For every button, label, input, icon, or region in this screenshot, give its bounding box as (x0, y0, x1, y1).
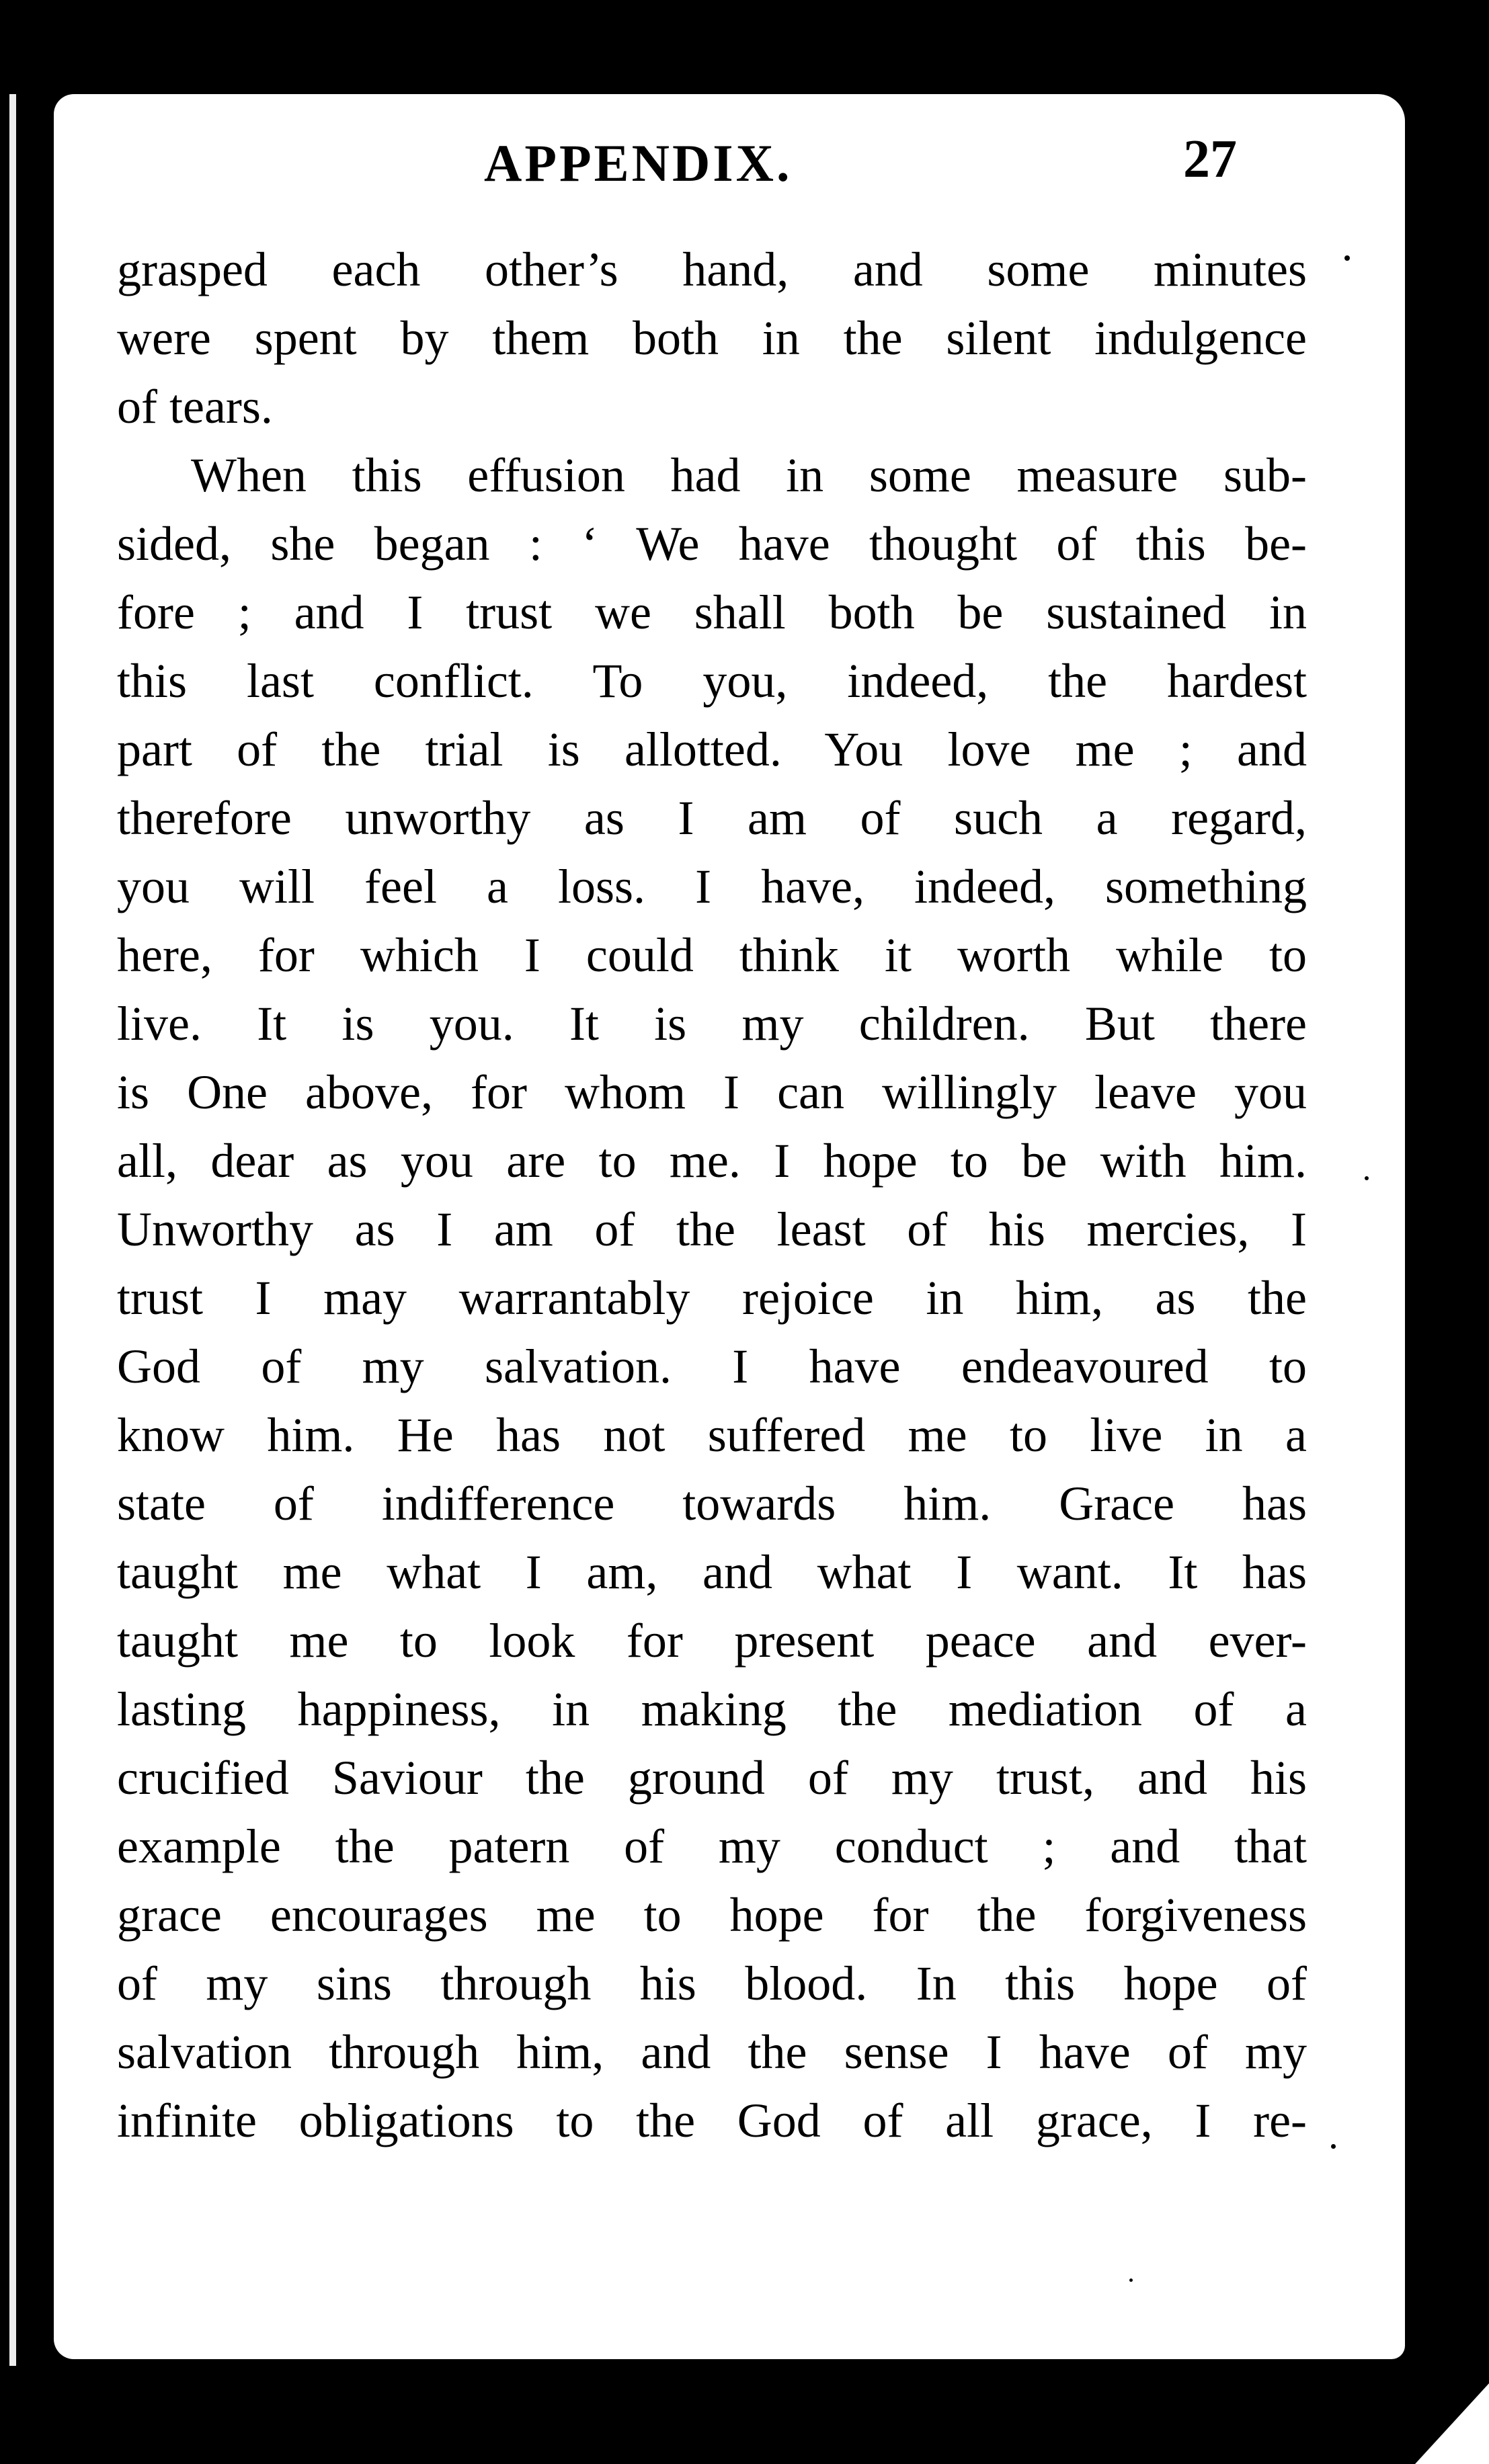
page-number: 27 (1183, 130, 1237, 189)
text-line: sided, she began : ‘ We have thought of this be- (117, 517, 1307, 571)
text-line: is One above, for whom I can willingly leave you (117, 1065, 1307, 1119)
text-line: were spent by them both in the silent indulgence (117, 311, 1307, 365)
text-line: lasting happiness, in making the mediation of a (117, 1682, 1307, 1736)
ink-speck (1344, 255, 1350, 261)
text-line: trust I may warrantably rejoice in him, as the (117, 1271, 1307, 1325)
running-head: APPENDIX. (484, 134, 793, 192)
text-line: taught me to look for present peace and ever- (117, 1614, 1307, 1668)
text-line: live. It is you. It is my children. But there (117, 997, 1307, 1051)
ink-speck (1365, 1176, 1369, 1180)
text-line: state of indifference towards him. Grace has (117, 1477, 1307, 1530)
text-line: grasped each other’s hand, and some minutes (117, 243, 1307, 296)
text-line: God of my salvation. I have endeavoured to (117, 1340, 1307, 1393)
book-page (54, 94, 1405, 2359)
text-line: know him. He has not suffered me to live in a (117, 1408, 1307, 1462)
body-text (117, 235, 1307, 2155)
page-corner (1415, 2383, 1489, 2464)
text-line: When this effusion had in some measure sub- (191, 448, 1307, 502)
text-line: crucified Saviour the ground of my trust, and his (117, 1751, 1307, 1805)
text-line: part of the trial is allotted. You love me ; and (117, 723, 1307, 776)
page-header (54, 94, 1405, 229)
text-line: of my sins through his blood. In this hope of (117, 1957, 1307, 2010)
ink-speck (1331, 2144, 1336, 2149)
text-line: grace encourages me to hope for the forgiveness (117, 1888, 1307, 1942)
paragraph (117, 235, 1307, 441)
text-line: here, for which I could think it worth while to (117, 928, 1307, 982)
text-line: salvation through him, and the sense I have of my (117, 2025, 1307, 2079)
text-line: therefore unworthy as I am of such a regard, (117, 791, 1307, 845)
ink-speck (1129, 2278, 1133, 2282)
text-line: infinite obligations to the God of all grace, I re- (117, 2094, 1307, 2147)
text-line: you will feel a loss. I have, indeed, something (117, 860, 1307, 913)
text-line: all, dear as you are to me. I hope to be with him. (117, 1134, 1307, 1188)
adjacent-page-edge (9, 94, 16, 2366)
text-line: example the patern of my conduct ; and that (117, 1819, 1307, 1873)
text-line: this last conflict. To you, indeed, the hardest (117, 654, 1307, 708)
text-line: taught me what I am, and what I want. It has (117, 1545, 1307, 1599)
text-line: of tears. (117, 380, 273, 434)
paragraph (117, 441, 1307, 2155)
text-line: fore ; and I trust we shall both be sustained in (117, 585, 1307, 639)
text-line: Unworthy as I am of the least of his mercies, I (117, 1202, 1307, 1256)
